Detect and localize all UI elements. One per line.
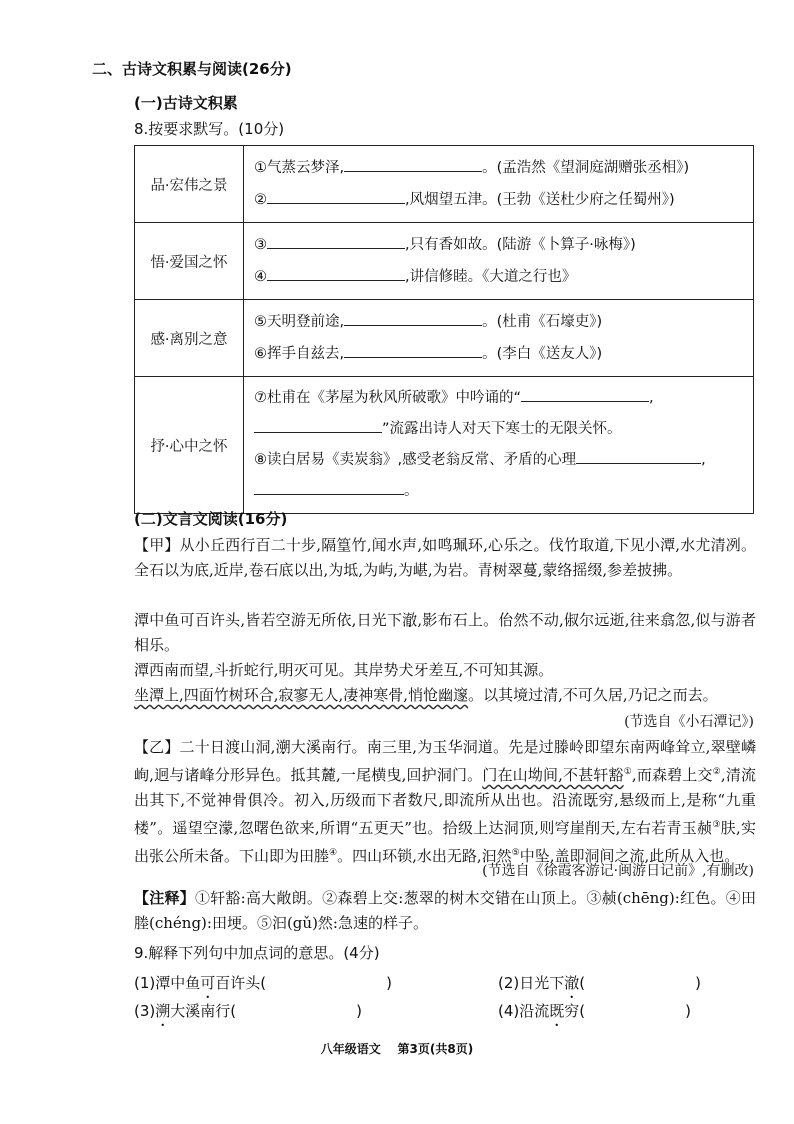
answer-blank[interactable] <box>267 264 405 281</box>
q9-item-4: (4)沿流既穷( ) <box>498 1002 691 1020</box>
part2-title: (二)文言文阅读(16分) <box>134 510 288 528</box>
answer-blank[interactable] <box>521 385 649 402</box>
category-cell: 悟·爱国之怀 <box>135 223 244 300</box>
part1-title: (一)古诗文积累 <box>134 94 238 112</box>
passage-jia-p4: 坐潭上,四面竹树环合,寂寥无人,凄神寒骨,悄怆幽邃。以其境过清,不可久居,乃记之而去。 <box>134 686 718 704</box>
table-row: 抒·心中之怀 ⑦杜甫在《茅屋为秋风所破歌》中吟诵的“ , ”流露出诗人对天下寒士的无限关怀。 ⑧读白居易《卖炭翁》,感受老翁反常、矛盾的心理 , 。 <box>135 377 754 514</box>
q9-item-3: (3)溯大溪南行( ) <box>134 1002 362 1020</box>
passage-jia-p2: 潭中鱼可百许头,皆若空游无所依,日光下澈,影布石上。佁然不动,俶尔远逝,往来翕忽,似与游者相乐。 <box>134 611 756 654</box>
answer-blank[interactable] <box>254 478 404 495</box>
source-jia: (节选自《小石潭记》) <box>624 714 754 730</box>
answer-blank[interactable] <box>576 447 701 464</box>
passage-yi: 【乙】二十日渡山洞,溯大溪南行。南三里,为玉华洞道。先是过滕岭即望东南两峰耸立,翠壁嶙峋,迥与诸峰分形异色。抵其麓,一尾横曳,回护洞门。门在山坳间,不甚轩豁①,而森碧上交②,清流出其下,不觉神骨俱冷。初入,历级而下者数尺,即流所从出也。沿流既穷,悬级而上,是称“九重楼”。遥望空濛,忽曙色欲来,所谓“五更天”也。拾级上达洞顶,则穹崖削天,左右若青玉赪③肤,实出张公所未备。下山即为田塍④。四山环锁,水出无路,汩然⑤中坠,盖即洞间之流,此所从入也。 <box>134 738 756 865</box>
answer-blank[interactable] <box>344 341 482 358</box>
answer-blank[interactable] <box>267 232 405 249</box>
dotted-word: 既 <box>549 1002 565 1020</box>
table-row: 品·宏伟之景 ①气蒸云梦泽, 。(孟浩然《望洞庭湖赠张丞相》) ② ,风烟望五津。(王勃《送杜少府之任蜀州》) <box>135 146 754 223</box>
source-yi: (节选自《徐霞客游记·闽游日记前》,有删改) <box>482 863 754 879</box>
dotted-word: 可 <box>200 974 216 992</box>
answer-blank[interactable] <box>267 187 405 204</box>
dotted-word: 溯 <box>275 738 291 756</box>
wavy-underlined-sentence: 坐潭上,四面竹树环合,寂寥无人,凄神寒骨,悄怆幽邃 <box>134 686 469 704</box>
category-cell: 感·离别之意 <box>135 300 244 377</box>
answer-blank[interactable] <box>344 155 482 172</box>
notes: 【注释】①轩豁:高大敞朗。②森碧上交:葱翠的树木交错在山顶上。③赪(chēng):红色。④田塍(chéng):田埂。⑤汩(gǔ)然:急速的样子。 <box>134 889 756 932</box>
answer-blank[interactable] <box>254 416 382 433</box>
q9-item-1: (1)潭中鱼可百许头( ) <box>134 974 392 992</box>
table-row: 悟·爱国之怀 ③ ,只有香如故。(陆游《卜算子·咏梅》) ④ ,讲信修睦。《大道之行也》 <box>135 223 754 300</box>
category-cell: 品·宏伟之景 <box>135 146 244 223</box>
q9-item-2: (2)日光下澈( ) <box>498 974 701 992</box>
q9-title: 9.解释下列句中加点词的意思。(4分) <box>134 944 380 962</box>
category-cell: 抒·心中之怀 <box>135 377 244 514</box>
dotted-word: 澈 <box>402 611 418 629</box>
wavy-underlined-sentence: 门在山坳间,不甚轩豁 <box>482 766 624 784</box>
answer-blank[interactable] <box>344 309 482 326</box>
dotted-word: 溯 <box>155 1002 171 1020</box>
dotted-word: 既 <box>583 791 599 809</box>
passage-jia-p1: 【甲】从小丘西行百二十步,隔篁竹,闻水声,如鸣珮环,心乐之。伐竹取道,下见小潭,水尤清冽。全石以为底,近岸,卷石底以出,为坻,为屿,为嵁,为岩。青树翠蔓,蒙络摇缀,参差披拂。 <box>134 536 756 579</box>
dictation-table <box>134 145 754 514</box>
passage-jia-p3: 潭西南而望,斗折蛇行,明灭可见。其岸势犬牙差互,不可知其源。 <box>134 661 554 679</box>
table-row: 感·离别之意 ⑤天明登前途, 。(杜甫《石壕吏》) ⑥挥手自兹去, 。(李白《送友人》) <box>135 300 754 377</box>
dotted-word: 澈 <box>564 974 580 992</box>
page-footer: 八年级语文 第3页(共8页) <box>320 1042 474 1056</box>
section-title: 二、古诗文积累与阅读(26分) <box>92 60 292 78</box>
q8-title: 8.按要求默写。(10分) <box>134 120 285 138</box>
